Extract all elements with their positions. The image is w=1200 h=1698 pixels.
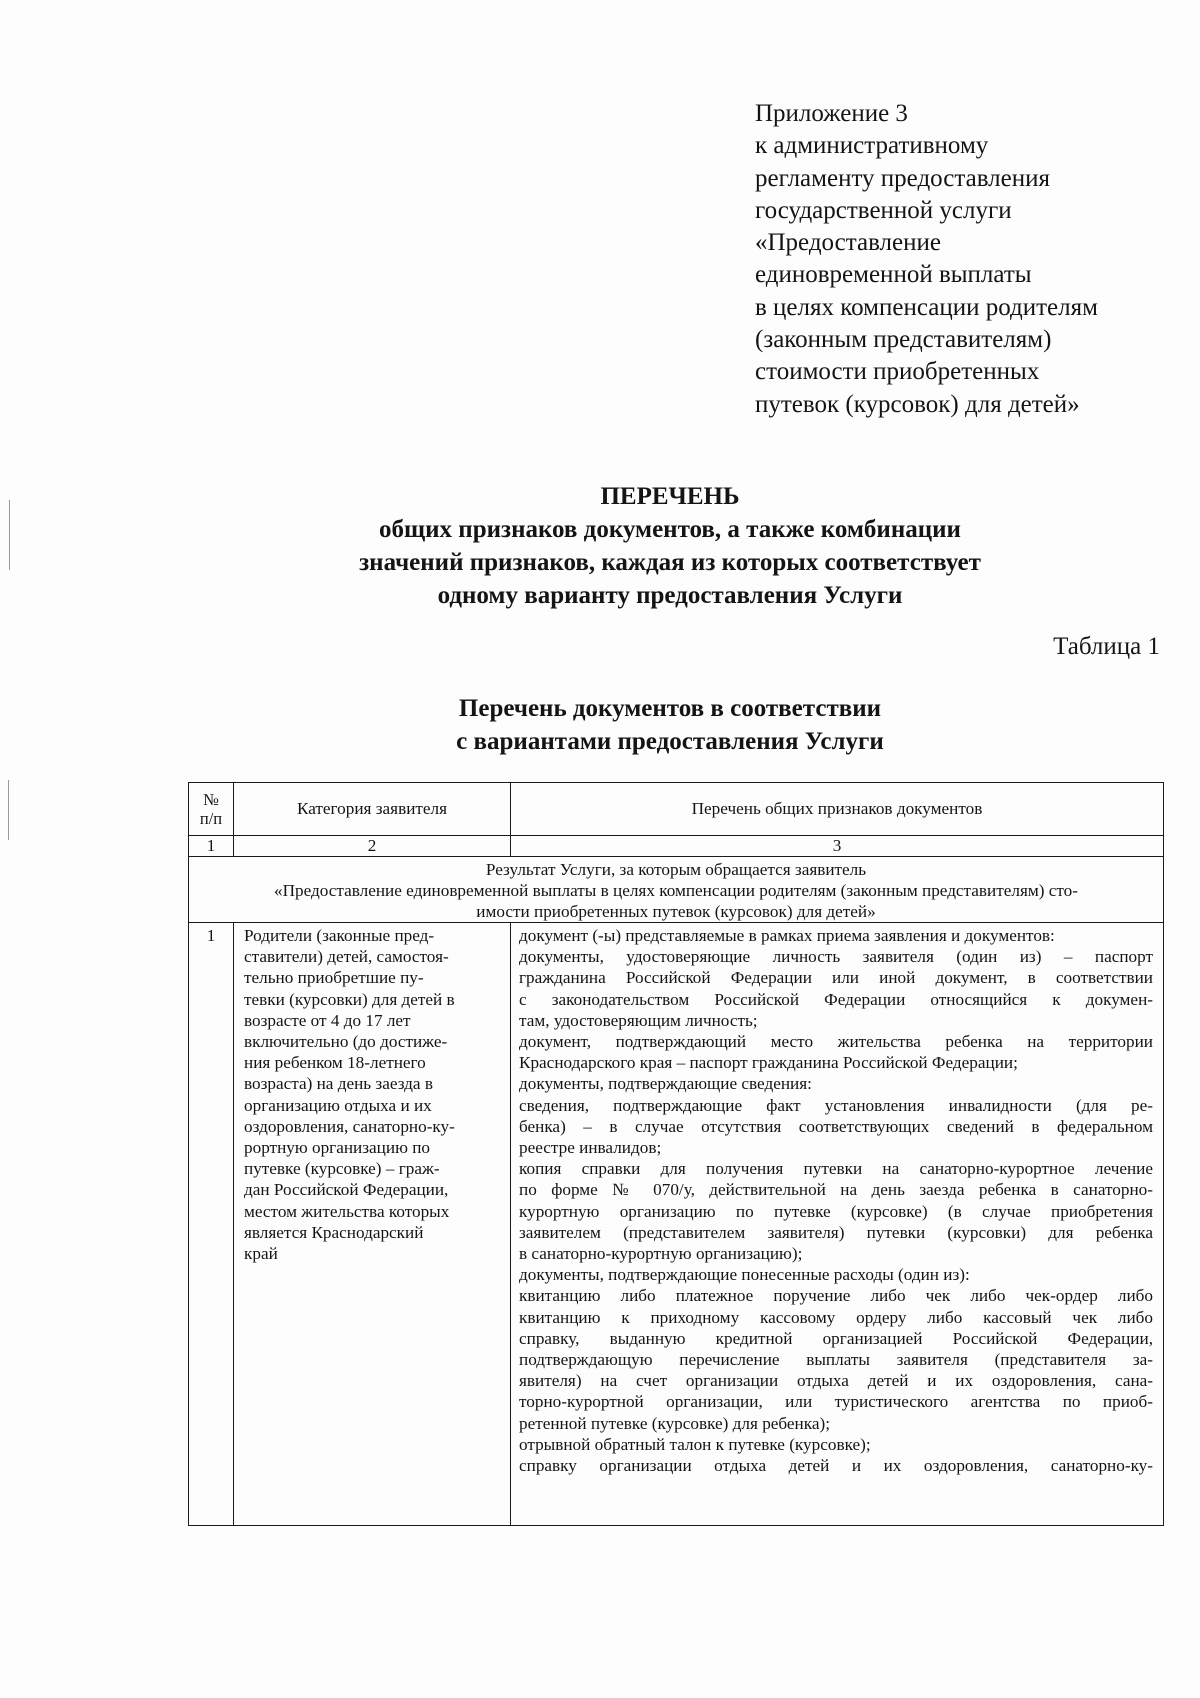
title-line: одному варианту предоставления Услуги <box>437 582 903 609</box>
document-line: в санаторно-курортную организацию); <box>519 1244 803 1264</box>
document-line: торно-курортной организации, или туристического агентства по приоб- <box>519 1392 1153 1412</box>
category-line: местом жительства которых <box>244 1201 450 1221</box>
category-line: тевки (курсовки) для детей в <box>244 989 455 1009</box>
category-line: организацию отдыха и их <box>244 1095 432 1115</box>
document-line: заявителем (представителем заявителя) путевки (курсовки) для ребенка <box>519 1222 1153 1242</box>
document-line: копия справки для получения путевки на санаторно-курортное лечение <box>519 1159 1153 1179</box>
document-line: с законодательством Российской Федерации относящийся к докумен- <box>519 989 1153 1009</box>
document-line: реестре инвалидов; <box>519 1138 662 1158</box>
documents-table <box>188 782 1164 1526</box>
header-number-abbr: п/п <box>199 809 223 828</box>
category-line: тельно приобретшие пу- <box>244 968 424 988</box>
appendix-line: в целях компенсации родителям <box>755 293 1098 321</box>
appendix-block <box>755 98 1195 421</box>
result-cell <box>189 857 1164 923</box>
document-line: курортную организацию по путевке (курсовке) (в случае приобретения <box>519 1201 1153 1221</box>
category-line: Родители (законные пред- <box>244 926 435 945</box>
column-number: 2 <box>234 836 511 857</box>
document-line: документ (-ы) представляемые в рамках приема заявления и документов: <box>519 926 1055 945</box>
appendix-line: путевок (курсовок) для детей» <box>755 390 1080 418</box>
category-line: возрасте от 4 до 17 лет <box>244 1010 411 1030</box>
header-category: Категория заявителя <box>234 783 511 836</box>
appendix-line: к административному <box>755 132 989 160</box>
appendix-line: регламенту предоставления <box>755 164 1051 192</box>
header-number-sign: № <box>203 790 219 809</box>
document-line: ретенной путевке (курсовке) для ребенка); <box>519 1413 830 1433</box>
appendix-line: единовременной выплаты <box>755 261 1032 289</box>
header-number <box>189 783 234 836</box>
category-line: рортную организацию по <box>244 1138 430 1158</box>
table-title-line: Перечень документов в соответствии <box>458 695 882 722</box>
document-line: документ, подтверждающий место жительства ребенка на территории <box>519 1032 1153 1052</box>
category-line: путевке (курсовке) – граж- <box>244 1159 440 1179</box>
header-documents: Перечень общих признаков документов <box>511 783 1164 836</box>
title-heading: ПЕРЕЧЕНЬ <box>600 483 740 510</box>
document-line: квитанцию к приходному кассовому ордеру либо кассовый чек либо <box>519 1307 1153 1327</box>
scan-edge-mark <box>9 500 10 570</box>
document-line: документы, подтверждающие понесенные расходы (один из): <box>519 1265 970 1285</box>
table-header-row <box>189 783 1164 836</box>
document-line: справку организации отдыха детей и их оздоровления, санаторно-ку- <box>519 1456 1153 1476</box>
document-line: подтверждающую перечисление выплаты заявителя (представителя за- <box>519 1350 1153 1370</box>
result-line: «Предоставление единовременной выплаты в целях компенсации родителям (законным представителям) сто- <box>274 881 1078 900</box>
category-line: ния ребенком 18-летнего <box>244 1053 426 1073</box>
scan-edge-mark <box>8 780 9 840</box>
document-line: гражданина Российской Федерации или иной документ, в соответствии <box>519 968 1153 988</box>
appendix-line: стоимости приобретенных <box>755 358 1040 386</box>
table-title-line: с вариантами предоставления Услуги <box>456 728 884 755</box>
document-line: документы, удостоверяющие личность заявителя (один из) – паспорт <box>519 947 1153 967</box>
column-number: 3 <box>511 836 1164 857</box>
result-line: имости приобретенных путевок (курсовок) для детей» <box>476 902 876 921</box>
category-line: дан Российской Федерации, <box>244 1180 449 1200</box>
row-number: 1 <box>189 923 234 1526</box>
document-line: отрывной обратный талон к путевке (курсовке); <box>519 1434 871 1454</box>
applicant-category-cell <box>234 923 511 1526</box>
document-line: квитанцию либо платежное поручение либо чек либо чек-ордер либо <box>519 1286 1153 1306</box>
column-numbers-row <box>189 836 1164 857</box>
appendix-line: государственной услуги <box>755 196 1012 224</box>
appendix-line: (законным представителям) <box>755 326 1052 354</box>
table-row <box>189 923 1164 1526</box>
result-line: Результат Услуги, за которым обращается заявитель <box>485 860 867 879</box>
document-line: там, удостоверяющим личность; <box>519 1010 758 1030</box>
document-line: по форме № 070/у, действительной на день заезда ребенка в санаторно- <box>519 1180 1153 1200</box>
category-line: возраста) на день заезда в <box>244 1074 433 1094</box>
appendix-line: Приложение 3 <box>755 100 908 127</box>
table-title <box>290 692 1050 758</box>
result-row <box>189 857 1164 923</box>
column-number: 1 <box>189 836 234 857</box>
category-line: оздоровления, санаторно-ку- <box>244 1116 455 1136</box>
title-line: значений признаков, каждая из которых соответствует <box>359 549 981 576</box>
document-line: Краснодарского края – паспорт гражданина Российской Федерации; <box>519 1053 1018 1073</box>
document-line: справку, выданную кредитной организацией Российской Федерации, <box>519 1328 1153 1348</box>
document-title <box>200 480 1140 612</box>
category-line: является Краснодарский <box>244 1222 424 1242</box>
title-line: общих признаков документов, а также комбинации <box>379 516 961 543</box>
category-line: край <box>244 1244 278 1264</box>
document-line: явителя) на счет организации отдыха детей и их оздоровления, сана- <box>519 1371 1153 1391</box>
table-number-label: Таблица 1 <box>1053 633 1160 660</box>
document-line: бенка) – в случае отсутствия соответствующих сведений в федеральном <box>519 1116 1153 1136</box>
document-line: документы, подтверждающие сведения: <box>519 1074 812 1094</box>
appendix-line: «Предоставление <box>755 229 941 257</box>
category-line: включительно (до достиже- <box>244 1032 448 1052</box>
document-line: сведения, подтверждающие факт установления инвалидности (для ре- <box>519 1095 1153 1115</box>
documents-list-cell <box>511 923 1164 1526</box>
category-line: ставители) детей, самостоя- <box>244 947 449 967</box>
